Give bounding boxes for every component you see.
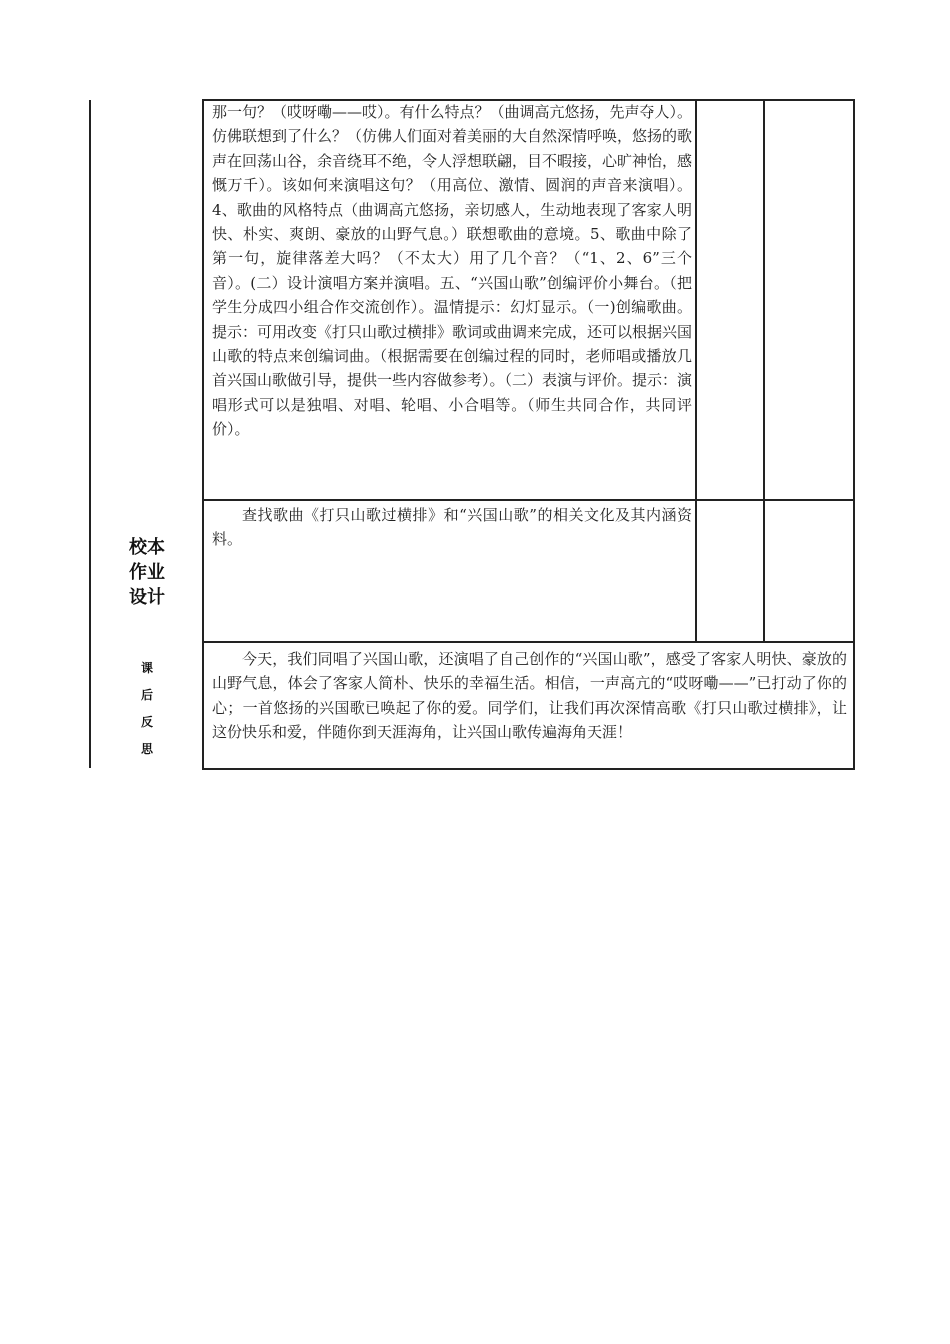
homework-design-label-line-3: 设计 [129,587,165,608]
homework-col-3-cell [763,499,855,643]
process-content-text: 那一句？（哎呀嘞——哎）。有什么特点？（曲调高亢悠扬，先声夺人）。仿佛联想到了什么？（仿佛人们面对着美丽的大自然深情呼唤，悠扬的歌声在回荡山谷，余音绕耳不绝，令人浮想联翩，目不暇接，心旷神怡，感慨万千）。该如何来演唱这句？（用高位、激情、圆润的声音来演唱）。4、歌曲的风格特点（曲调高亢悠扬，亲切感人，生动地表现了客家人明快、朴实、爽朗、豪放的山野气息。）联想歌曲的意境。5、歌曲中除了第一句，旋律落差大吗？（不太大）用了几个音？（“1、2、6”三个音）。(二）设计演唱方案并演唱。五、“兴国山歌”创编评价小舞台。（把学生分成四小组合作交流创作）。温情提示：幻灯显示。（一)创编歌曲。提示：可用改变《打只山歌过横排》歌词或曲调来完成，还可以根据兴国山歌的特点来创编词曲。（根据需要在创编过程的同时，老师唱或播放几首兴国山歌做引导，提供一些内容做参考）。（二）表演与评价。提示：演唱形式可以是独唱、对唱、轮唱、小合唱等。（师生共同合作，共同评价）。 [212,103,693,439]
process-col-2-cell [695,99,764,501]
reflection-label-char-3: 反 [140,715,153,729]
left-border-line [89,100,91,768]
homework-content-text: 查找歌曲《打只山歌过横排》和“兴国山歌”的相关文化及其内涵资料。 [212,506,692,549]
homework-col-2-cell [695,499,764,643]
reflection-content-text: 今天，我们同唱了兴国山歌，还演唱了自己创作的“兴国山歌”，感受了客家人明快、豪放的山野气息，体会了客家人简朴、快乐的幸福生活。相信，一声高亢的“哎呀嘞——”已打动了你的心；一首悠扬的兴国歌已唤起了你的爱。同学们，让我们再次深情高歌《打只山歌过横排》，让这份快乐和爱，伴随你到天涯海角，让兴国山歌传遍海角天涯！ [212,650,847,742]
homework-design-label-line-2: 作业 [129,562,165,583]
homework-content-cell [202,499,696,643]
process-content-cell [202,99,696,501]
process-col-3-cell [763,99,855,501]
reflection-content-cell [202,641,855,770]
homework-design-label [118,535,176,610]
homework-design-label-line-1: 校本 [129,537,165,558]
reflection-label [132,655,162,763]
reflection-label-char-1: 课 [140,661,153,675]
reflection-label-char-2: 后 [140,688,153,702]
reflection-label-char-4: 思 [140,742,153,756]
